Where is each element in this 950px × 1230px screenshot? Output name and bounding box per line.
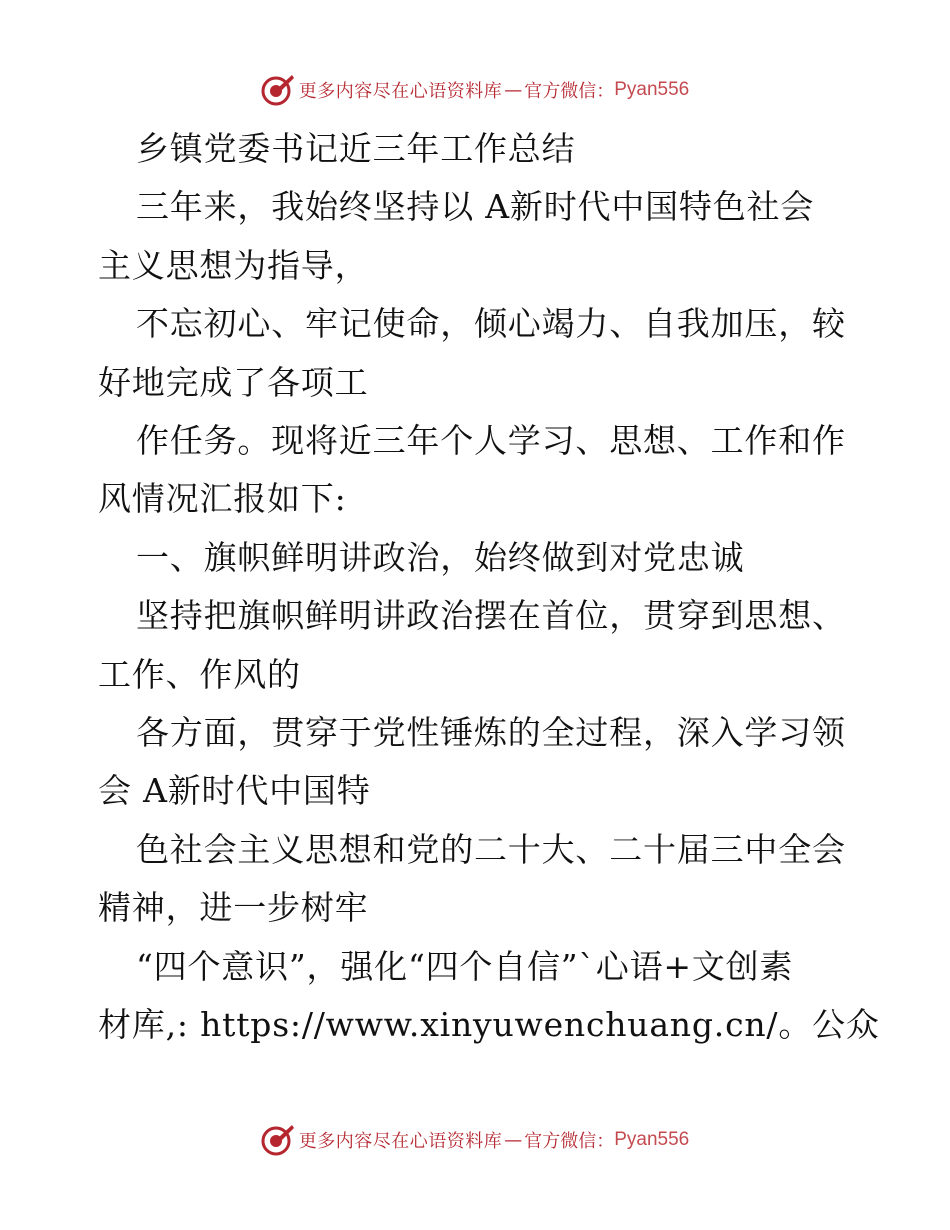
paragraph-line: 色社会主义思想和党的二十大、二十届三中全会: [136, 829, 846, 869]
banner-separator: —: [504, 1129, 523, 1151]
paragraph-line: 会 A新时代中国特: [98, 771, 371, 811]
paragraph-line: 工作、作风的: [98, 654, 301, 694]
paragraph-line: 作任务。现将近三年个人学习、思想、工作和作: [136, 421, 846, 461]
paragraph-line: 主义思想为指导，: [98, 245, 369, 285]
paragraph-line: 不忘初心、牢记使命，倾心竭力、自我加压，较: [136, 304, 846, 344]
pen-nib-circle-icon: [261, 73, 295, 107]
section-heading: 一、旗帜鲜明讲政治，始终做到对党忠诚: [136, 537, 745, 577]
footer-watermark-banner: [0, 1120, 950, 1160]
banner-main-text: 更多内容尽在心语资料库: [298, 1131, 503, 1152]
paragraph-line: 精神，进一步树牢: [98, 888, 369, 928]
banner-wechat-id: Pyan556: [614, 79, 690, 100]
paragraph-line: 坚持把旗帜鲜明讲政治摆在首位，贯穿到思想、: [136, 596, 846, 636]
document-title: 乡镇党委书记近三年工作总结: [136, 129, 576, 168]
banner-wechat-id: Pyan556: [614, 1129, 690, 1150]
paragraph-line: 三年来，我始终坚持以 A新时代中国特色社会: [136, 187, 815, 227]
banner-wechat-label: 官方微信：: [524, 81, 615, 102]
banner-separator: —: [504, 79, 523, 101]
paragraph-line: 材库,: https://www.xinyuwenchuang.cn/。公众: [98, 1005, 880, 1045]
document-body: [98, 120, 880, 1055]
paragraph-line: 好地完成了各项工: [98, 362, 369, 402]
paragraph-line: “四个意识”，强化“四个自信”`心语+文创素: [136, 946, 794, 986]
banner-main-text: 更多内容尽在心语资料库: [298, 81, 503, 102]
paragraph-line: 风情况汇报如下:: [98, 479, 347, 519]
paragraph-line: 各方面，贯穿于党性锤炼的全过程，深入学习领: [136, 713, 846, 753]
header-watermark-banner: [0, 70, 950, 110]
banner-wechat-label: 官方微信：: [524, 1131, 615, 1152]
pen-nib-circle-icon: [261, 1123, 295, 1157]
